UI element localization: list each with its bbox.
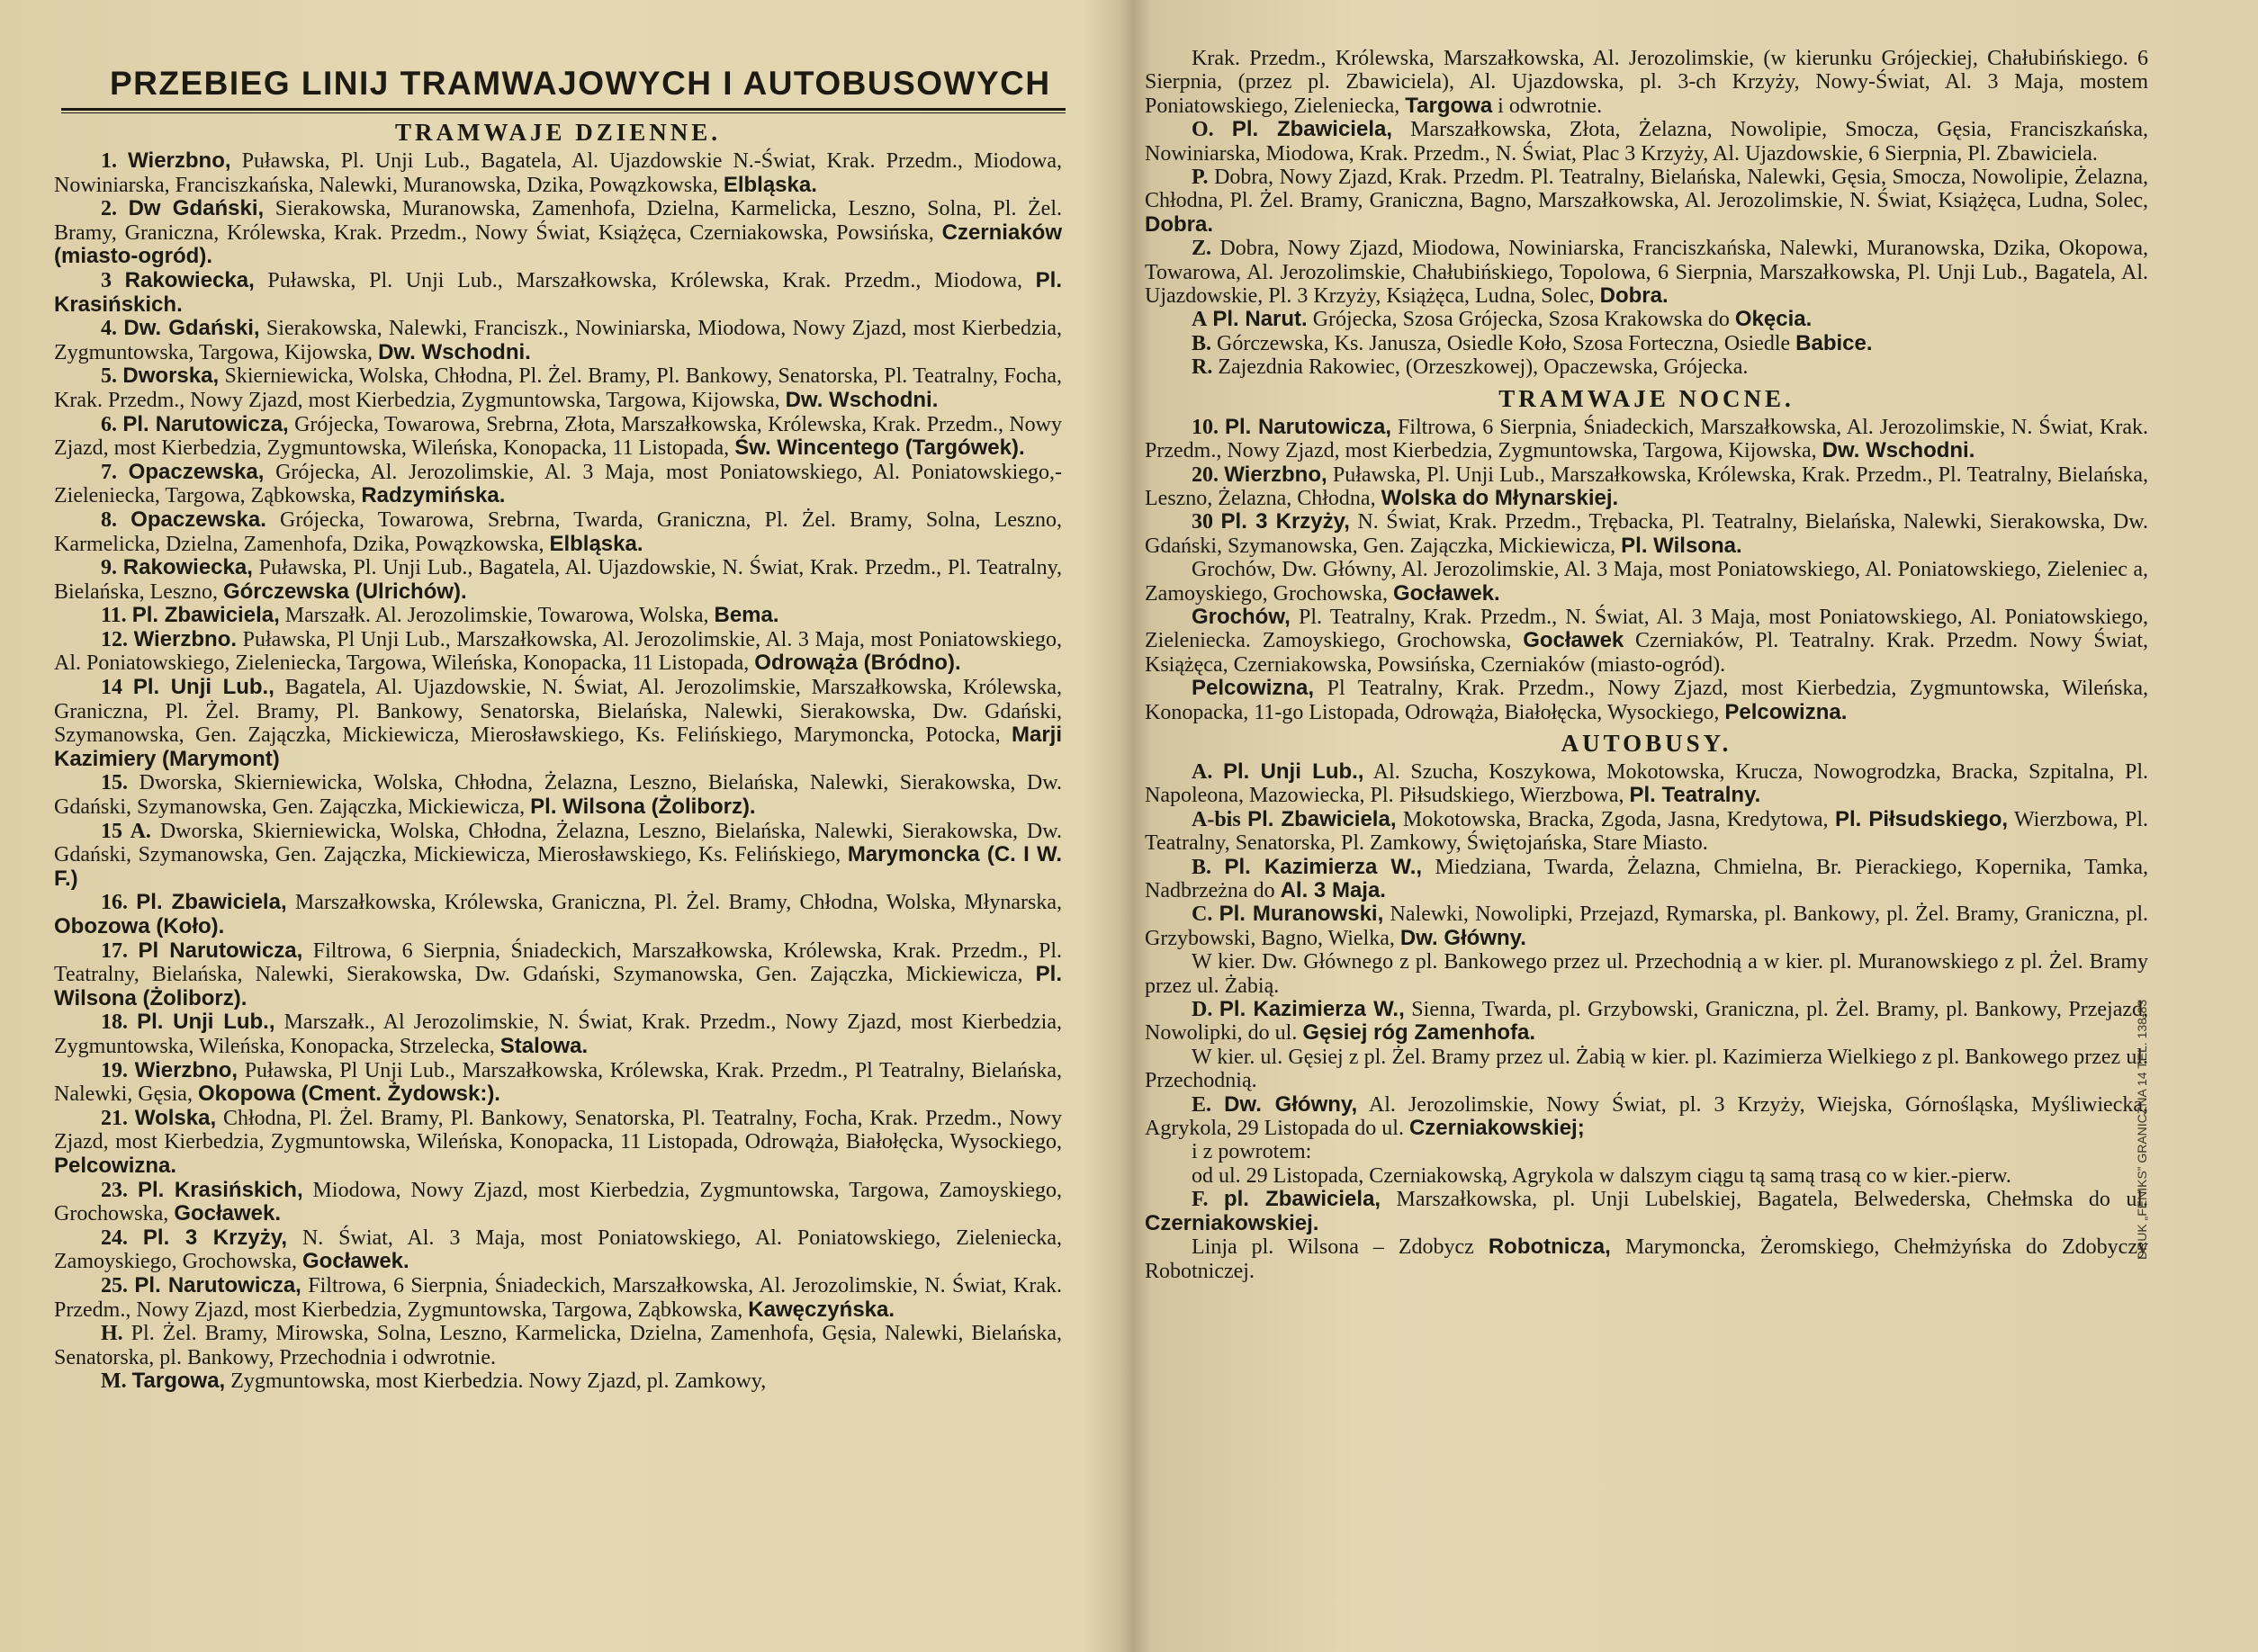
route-head: Rakowiecka, bbox=[122, 555, 253, 580]
route-text: Puławska, Pl. Unji Lub., Bagatela, Al. Ujazdowskie, N. Świat, Krak. Przedm., Pl. Teatralny, Bielańska, Leszno, bbox=[54, 556, 1063, 604]
route-num: 24. bbox=[101, 1226, 128, 1250]
route-entry bbox=[54, 1010, 1062, 1058]
route-num: 4. bbox=[101, 317, 117, 341]
route-num: D. bbox=[1192, 998, 1213, 1022]
route-num: 20. bbox=[1192, 462, 1219, 487]
route-entry bbox=[1145, 1164, 2148, 1188]
route-num: 12. bbox=[101, 627, 128, 651]
route-entry bbox=[54, 197, 1062, 269]
route-head: Pl. Narutowicza, bbox=[122, 411, 289, 436]
route-text: Dworska, Skierniewicka, Wolska, Chłodna, Żelazna, Leszno, Bielańska, Nalewki, Sierakowska, Dw. Gdański, Szymanowska, Gen. Zajączka, Mickiewicza, bbox=[54, 771, 1062, 820]
route-tail: Kawęczyńska. bbox=[748, 1297, 895, 1322]
route-num: P. bbox=[1192, 166, 1209, 190]
route-head: Dw. Gdański, bbox=[123, 316, 260, 341]
route-entry bbox=[54, 1179, 1062, 1226]
route-num: 17. bbox=[101, 938, 128, 963]
route-tail: Robotnicza, bbox=[1488, 1235, 1611, 1260]
route-tail: Marji Kazimiery (Marymont) bbox=[54, 723, 1062, 771]
route-text: N. Świat, Al. 3 Maja, most Poniatowskiego, Al. Poniatowskiego, Zieleniecka, Zamoyskiego, Grochowska, bbox=[54, 1226, 1063, 1274]
route-text: Marszałkowska, Złota, Żelazna, Nowolipie, Smocza, Gęsia, Franciszkańska, Nowiniarska, Miodowa, Krak. Przedm., N. Świat, Plac 3 Krzyży, Al. Ujazdowskie, 6 Sierpnia, Pl. Zbawiciela. bbox=[1145, 118, 2149, 166]
route-tail: Pl. Wilsona. bbox=[1621, 533, 1742, 558]
route-entry bbox=[54, 1369, 1062, 1394]
route-text: Pl. Teatralny, Krak. Przedm., N. Świat, Al. 3 Maja, most Poniatowskiego, Al. Poniatowskiego, Zieleniecka. Zamoyskiego, Grochowska, bbox=[1145, 605, 2148, 653]
route-text: Marszałk., Al Jerozolimskie, N. Świat, Krak. Przedm., Nowy Zjazd, most Kierbedzia, Zygmuntowska, Wileńska, Konopacka, Strzelecka, bbox=[54, 1010, 1062, 1058]
route-tail: Dw. Wschodni. bbox=[785, 387, 939, 412]
route-tail: Czerniakowskiej. bbox=[1145, 1210, 1319, 1235]
route-head: Wierzbno, bbox=[128, 148, 231, 173]
route-entry bbox=[1145, 856, 2148, 903]
route-entry bbox=[54, 628, 1062, 676]
route-text: Skierniewicka, Wolska, Chłodna, Pl. Żel. Bramy, Pl. Bankowy, Senatorska, Pl. Teatralny, Focha, Krak. Przedm., Nowy Zjazd, most Kierbedzia, Zygmuntowska, Targowa, Kijowska, bbox=[54, 364, 1062, 412]
route-entry bbox=[1145, 166, 2148, 237]
route-num: 3 bbox=[101, 268, 112, 292]
route-tail: Okęcia. bbox=[1734, 307, 1813, 332]
route-entry bbox=[54, 676, 1062, 771]
section-day-trams: TRAMWAJE DZIENNE. bbox=[394, 119, 722, 146]
route-text: Sierakowska, Muranowska, Zamenhofa, Dzielna, Karmelicka, Leszno, Solna, Pl. Żel. Bramy, Graniczna, Królewska, Krak. Przedm., Nowy Świat, Książęca, Czerniakowska, Powsińska, bbox=[54, 197, 1062, 245]
route-tail: Al. 3 Maja. bbox=[1280, 878, 1386, 902]
route-entry bbox=[1145, 308, 2148, 331]
route-tail: Dobra. bbox=[1145, 211, 1214, 237]
route-head: Pl. Muranowski, bbox=[1219, 902, 1384, 927]
route-tail: Elbląska. bbox=[549, 531, 643, 556]
route-text: Mokotowska, Bracka, Zgoda, Jasna, Kredytowa, bbox=[1396, 807, 1835, 831]
route-text: Nalewki, Nowolipki, Przejazd, Rymarska, pl. Bankowy, pl. Żel. Bramy, Graniczna, pl. Grzybowski, Bagno, Wielka, bbox=[1145, 902, 2149, 950]
route-entry bbox=[1145, 416, 2148, 463]
route-tail: Babice. bbox=[1795, 330, 1873, 355]
route-num: 19. bbox=[101, 1058, 128, 1082]
route-head: Dworska, bbox=[122, 364, 220, 389]
route-head: pl. Zbawiciela, bbox=[1223, 1187, 1381, 1212]
route-tail: Gocławek. bbox=[301, 1249, 409, 1274]
route-num: 16. bbox=[101, 891, 128, 915]
route-text: Grójecka, Towarowa, Srebrna, Twarda, Graniczna, Pl. Żel. Bramy, Solna, Leszno, Karmelicka, Dzielna, Zamenhofa, Dzika, Powązkowska, bbox=[54, 507, 1063, 556]
route-entry bbox=[54, 461, 1062, 508]
route-num: H. bbox=[101, 1322, 123, 1346]
route-text: Al. Szucha, Koszykowa, Mokotowska, Krucza, Nowogrodzka, Bracka, Szpitalna, Pl. Napoleona, Mazowiecka, Pl. Piłsudskiego, Wierzbowa, bbox=[1145, 759, 2149, 808]
route-text: Dworska, Skierniewicka, Wolska, Chłodna, Żelazna, Leszno, Bielańska, Nalewki, Sierakowska, Dw. Gdański, Szymanowska, Gen. Zajączka, Mickiewicza, Mierosławskiego, Ks. Felińskiego, bbox=[54, 819, 1063, 867]
route-text: Górczewska, Ks. Janusza, Osiedle Koło, Szosa Forteczna, Osiedle bbox=[1217, 331, 1796, 355]
route-text: Bagatela, Al. Ujazdowskie, N. Świat, Al. Jerozolimskie, Marszałkowska, Królewska, Graniczna, Pl. Żel. Bramy, Pl. Bankowy, Senatorska, Bielańska, Nalewki, Sierakowska, Dw. Gdański, Szymanowska, Gen. Zajączka, Mickiewicza, Mierosławskiego, Ks. Felińskiego, Marymoncka, Potocka, bbox=[54, 676, 1063, 748]
route-entry bbox=[54, 269, 1062, 317]
route-text: Pl Teatralny, Krak. Przedm., Nowy Zjazd, most Kierbedzia, Zygmuntowska, Wileńska, Konopacka, 11-go Listopada, Odrowąża, Białołęcka, Wysockiego, bbox=[1145, 677, 2148, 724]
route-tail: Czerniaków (miasto-ogród). bbox=[54, 220, 1062, 269]
route-tail: Bema. bbox=[714, 603, 779, 628]
route-tail: Marymoncka (C. I W. F.) bbox=[54, 842, 1063, 891]
title-rule bbox=[61, 108, 1066, 113]
route-tail: Stalowa. bbox=[499, 1033, 589, 1058]
route-num: 14 bbox=[101, 676, 122, 700]
route-text: Al. Jerozolimskie, Nowy Świat, pl. 3 Krzyży, Wiejska, Górnośląska, Myśliwiecka, Agrykola, 29 Listopada do ul. bbox=[1145, 1092, 2149, 1141]
page-title: PRZEBIEG LINIJ TRAMWAJOWYCH I AUTOBUSOWYCH bbox=[110, 65, 1051, 102]
section-buses: AUTOBUSY. bbox=[1561, 729, 1732, 757]
route-head: Pl. 3 Krzyży, bbox=[142, 1225, 288, 1250]
route-tail: Pl. Piłsudskiego, bbox=[1834, 806, 2009, 831]
route-num: A bbox=[1192, 308, 1208, 332]
route-num: 9. bbox=[101, 556, 117, 580]
route-entry bbox=[54, 413, 1062, 461]
route-head: Pl. Zbawiciela, bbox=[136, 890, 287, 915]
route-tail: Gocławek. bbox=[1392, 580, 1500, 606]
route-text: N. Świat, Krak. Przedm., Trębacka, Pl. Teatralny, Bielańska, Nalewki, Sierakowska, Dw. Gdański, Szymanowska, Gen. Zajączka, Mickiewicza, bbox=[1145, 510, 2149, 558]
route-num: Z. bbox=[1192, 237, 1212, 261]
route-text: Sienna, Twarda, pl. Grzybowski, Graniczna, pl. Żel. Bramy, pl. Bankowy, Przejazd, Nowolipki, do ul. bbox=[1145, 998, 2149, 1046]
day-tram-list-continued bbox=[1145, 47, 2148, 380]
route-num: 6. bbox=[101, 412, 117, 436]
route-tail: Elbląska. bbox=[723, 172, 817, 197]
route-text: Linja pl. Wilsona – Zdobycz bbox=[1192, 1235, 1489, 1260]
route-head: Grochów, bbox=[1192, 604, 1291, 629]
route-entry bbox=[1145, 237, 2148, 308]
route-entry bbox=[54, 1107, 1062, 1179]
route-text: Marszałkowska, Królewska, Graniczna, Pl. Żel. Bramy, Chłodna, Wolska, Młynarska, bbox=[286, 891, 1062, 915]
route-text: Zygmuntowska, most Kierbedzia. Nowy Zjazd, pl. Zamkowy, bbox=[225, 1369, 767, 1394]
route-text: Grochów, Dw. Główny, Al. Jerozolimskie, Al. 3 Maja, most Poniatowskiego, Al. Poniatowskiego, Zieleniec a, Zamoyskiego, Grochowska, bbox=[1145, 558, 2148, 606]
route-num: 10. bbox=[1192, 415, 1219, 439]
route-text: Grójecka, Towarowa, Srebrna, Złota, Marszałkowska, Królewska, Krak. Przedm., Nowy Zjazd, most Kierbedzia, Zygmuntowska, Wileńska, Konopacka, 11 Listopada, bbox=[54, 412, 1063, 461]
route-text: Chłodna, Pl. Żel. Bramy, Pl. Bankowy, Senatorska, Pl. Teatralny, Focha, Krak. Przedm., Nowy Zjazd, most Kierbedzia, Zygmuntowska, Wileńska, Konopacka, 11 Listopada, Odrowąża, Białołęcka, Wysockiego, bbox=[54, 1106, 1062, 1154]
route-tail: Dw. Wschodni. bbox=[1822, 438, 1975, 463]
route-text: Dobra, Nowy Zjazd, Krak. Przedm. Pl. Teatralny, Bielańska, Nalewki, Gęsia, Smocza, Nowolipie, Żelazna, Chłodna, Pl. Żel. Bramy, Graniczna, Bagno, Marszałkowska, Al. Jerozolimskie, N. Świat, Książęca, Ludna, Solec, bbox=[1145, 166, 2148, 213]
route-entry bbox=[1145, 332, 2148, 355]
route-head: Pl. Unji Lub., bbox=[1222, 759, 1364, 784]
route-entry bbox=[1145, 760, 2148, 808]
route-head: Pl. Unji Lub., bbox=[137, 1010, 275, 1035]
route-tail: Odrowąża (Bródno). bbox=[754, 651, 961, 676]
right-page bbox=[1145, 0, 2148, 1652]
route-after: i odwrotnie. bbox=[1492, 94, 1603, 118]
route-entry bbox=[54, 1226, 1062, 1274]
bus-list bbox=[1145, 760, 2148, 1283]
route-num: 25. bbox=[101, 1273, 128, 1297]
route-head: Wierzbno, bbox=[1224, 462, 1327, 487]
route-entry bbox=[1145, 606, 2148, 677]
route-tail: Pl. Teatralny. bbox=[1629, 783, 1761, 808]
route-entry bbox=[54, 317, 1062, 364]
route-head: Opaczewska, bbox=[128, 459, 265, 484]
route-text: Dobra, Nowy Zjazd, Miodowa, Nowiniarska, Franciszkańska, Nalewki, Muranowska, Dzika, Okopowa, Towarowa, Al. Jerozolimskie, Chałubińskiego, Topolowa, 6 Sierpnia, Marszałkowska, Pl. Unji Lub., Bagatela, Al. Ujazdowskie, Pl. 3 Krzyży, Książęca, Ludna, Solec, bbox=[1145, 237, 2148, 309]
route-tail: Wolska do Młynarskiej. bbox=[1381, 485, 1619, 510]
route-head: Pl. Kazimierza W., bbox=[1219, 997, 1405, 1022]
route-num: C. bbox=[1192, 902, 1213, 927]
route-num: 23. bbox=[101, 1178, 128, 1202]
route-tail: Pelcowizna. bbox=[1724, 699, 1848, 724]
route-head: Pl. Narutowicza, bbox=[134, 1272, 301, 1297]
route-num: M. bbox=[101, 1369, 127, 1394]
route-text: Pl. Żel. Bramy, Mirowska, Solna, Leszno, Karmelicka, Dzielna, Zamenhofa, Gęsia, Nalewki, Bielańska, Senatorska, pl. Bankowy, Przechodnia i odwrotnie. bbox=[54, 1322, 1063, 1369]
route-head: Opaczewska. bbox=[130, 507, 266, 532]
route-tail: Obozowa (Koło). bbox=[54, 914, 225, 938]
route-text: Grójecka, Al. Jerozolimskie, Al. 3 Maja, most Poniatowskiego, Al. Poniatowskiego,-Zieleniecka, Targowa, Ząbkowska, bbox=[54, 460, 1062, 508]
route-entry bbox=[1145, 118, 2148, 166]
route-num: B. bbox=[1192, 855, 1212, 879]
route-entry bbox=[1145, 355, 2148, 379]
route-head: Pl. Unji Lub., bbox=[132, 675, 274, 700]
route-text: Filtrowa, 6 Sierpnia, Śniadeckich, Marszałkowska, Al. Jerozolimskie, N. Świat, Krak. Przedm., Nowy Zjazd, most Kierbedzia, Zygmuntowska, Targowa, Kijowska, bbox=[1145, 415, 2148, 463]
route-num: 5. bbox=[101, 364, 117, 389]
route-entry bbox=[54, 556, 1062, 604]
day-tram-list bbox=[54, 149, 1062, 1394]
route-tail: Radzymińska. bbox=[361, 483, 506, 508]
route-entry bbox=[1145, 463, 2148, 511]
route-entry bbox=[1145, 1188, 2148, 1235]
route-head: Pelcowizna, bbox=[1192, 676, 1315, 701]
route-num: E. bbox=[1192, 1092, 1212, 1117]
route-num: 21. bbox=[101, 1106, 128, 1130]
route-text: Krak. Przedm., Królewska, Marszałkowska, Al. Jerozolimskie, (w kierunku Grójeckiej, Chałubińskiego. 6 Sierpnia, (przez pl. Zbawiciela), Al. Ujazdowska, pl. 3-ch Krzyży, Nowy-Świat, Al. 3 Maja, mostem Poniatowskiego, Zieleniecka, bbox=[1145, 47, 2148, 118]
route-entry bbox=[1145, 558, 2148, 606]
route-tail: Pl. Wilsona (Żoliborz). bbox=[54, 962, 1062, 1010]
route-head: Rakowiecka, bbox=[124, 267, 255, 292]
route-num: 18. bbox=[101, 1010, 128, 1035]
route-num: 11. bbox=[101, 604, 127, 628]
route-head: Pl. Narut. bbox=[1212, 307, 1308, 332]
route-entry bbox=[54, 604, 1062, 628]
route-num: F. bbox=[1192, 1188, 1209, 1212]
route-tail: Pl. Wilsona (Żoliborz). bbox=[530, 795, 756, 820]
route-text: i z powrotem: bbox=[1192, 1140, 1312, 1164]
route-tail: Dw. Główny. bbox=[1399, 925, 1526, 950]
route-head: Targowa, bbox=[131, 1369, 226, 1394]
route-text: Puławska, Pl. Unji Lub., Marszałkowska, Królewska, Krak. Przedm., Pl. Teatralny, Bielańska, Leszno, Żelazna, Chłodna, bbox=[1145, 462, 2148, 510]
route-entry bbox=[54, 1322, 1062, 1369]
route-tail: Gęsiej róg Zamenhofa. bbox=[1302, 1020, 1536, 1046]
route-entry bbox=[1145, 950, 2148, 998]
route-entry bbox=[54, 508, 1062, 556]
route-num: 30 bbox=[1192, 510, 1213, 534]
route-head: Pl. Zbawiciela, bbox=[131, 603, 280, 628]
route-num: 1. bbox=[101, 149, 117, 173]
route-entry bbox=[54, 149, 1062, 197]
route-tail: Targowa bbox=[1405, 93, 1493, 118]
route-text: Filtrowa, 6 Sierpnia, Śniadeckich, Marszałkowska, Królewska, Krak. Przedm., Pl. Teatralny, Bielańska, Nalewki, Sierakowska, Dw. Gdański, Szymanowska, Gen. Zajączka, Mickiewicza, bbox=[54, 938, 1063, 987]
route-text: Puławska, Pl. Unji Lub., Bagatela, Al. Ujazdowskie N.-Świat, Krak. Przedm., Miodowa, Nowiniarska, Franciszkańska, Nalewki, Muranowska, Dzika, Powązkowska, bbox=[54, 149, 1062, 197]
route-tail: Górczewska (Ulrichów). bbox=[222, 579, 467, 604]
route-entry bbox=[1145, 1093, 2148, 1141]
route-text: Sierakowska, Nalewki, Franciszk., Nowiniarska, Miodowa, Nowy Zjazd, most Kierbedzia, Zygmuntowska, Targowa, Kijowska, bbox=[54, 317, 1063, 364]
route-text: Puławska, Pl Unji Lub., Marszałkowska, Królewska, Krak. Przedm., Pl Teatralny, Bielańska, Nalewki, Gęsia, bbox=[54, 1058, 1063, 1107]
route-entry bbox=[54, 364, 1062, 412]
route-entry bbox=[1145, 998, 2148, 1046]
route-text: Puławska, Pl. Unji Lub., Marszałkowska, Królewska, Krak. Przedm., Miodowa, bbox=[254, 268, 1036, 292]
route-num: O. bbox=[1192, 118, 1214, 142]
route-tail: Gocławek. bbox=[174, 1201, 282, 1226]
printer-imprint: DRUK „FENIKS” GRANICZNA 14 TEL. 138-83 bbox=[2135, 999, 2149, 1260]
route-entry bbox=[54, 771, 1062, 819]
route-num: 2. bbox=[101, 197, 117, 221]
route-head: Pl. Krasińskich, bbox=[137, 1177, 303, 1202]
route-num: 15. bbox=[101, 771, 128, 795]
route-head: Pl Narutowicza, bbox=[138, 938, 303, 963]
route-text: Marszałk. Al. Jerozolimskie, Towarowa, Wolska, bbox=[279, 604, 715, 628]
route-text: Zajezdnia Rakowiec, (Orzeszkowej), Opaczewska, Grójecka. bbox=[1218, 355, 1749, 380]
route-tail: Pelcowizna. bbox=[54, 1153, 177, 1178]
route-tail: Dobra. bbox=[1599, 283, 1669, 309]
route-head: Pl. Narutowicza, bbox=[1224, 414, 1392, 439]
route-entry bbox=[1145, 677, 2148, 724]
route-after: Marymoncka, Żeromskiego, Chełmżyńska do Zdobyczy Robotniczej. bbox=[1145, 1235, 2148, 1283]
route-num: A-bis bbox=[1192, 807, 1241, 831]
route-entry bbox=[54, 891, 1062, 938]
section-night-trams: TRAMWAJE NOCNE. bbox=[1498, 384, 1795, 412]
route-entry bbox=[54, 939, 1062, 1011]
route-entry bbox=[1145, 1235, 2148, 1283]
route-num: 15 A. bbox=[101, 819, 151, 843]
route-text: W kier. ul. Gęsiej z pl. Żel. Bramy przez ul. Żabią w kier. pl. Kazimierza Wielkiego z pl. Bankowego przez ul. Przechodnią. bbox=[1145, 1045, 2148, 1093]
route-head: Wierzbno, bbox=[134, 1057, 238, 1082]
route-head: Pl. Kazimierza W., bbox=[1224, 854, 1423, 879]
route-entry bbox=[54, 1059, 1062, 1107]
route-tail: Czerniakowskiej; bbox=[1408, 1116, 1585, 1141]
route-entry bbox=[54, 820, 1062, 892]
route-head: Pl. 3 Krzyży, bbox=[1220, 509, 1350, 534]
route-num: B. bbox=[1192, 331, 1212, 355]
route-entry bbox=[1145, 510, 2148, 558]
night-tram-list bbox=[1145, 416, 2148, 724]
route-num: A. bbox=[1192, 759, 1213, 784]
route-num: R. bbox=[1192, 355, 1213, 380]
route-entry bbox=[1145, 1140, 2148, 1163]
route-text: od ul. 29 Listopada, Czerniakowską, Agrykola w dalszym ciągu tą samą trasą co w kier.-pierw. bbox=[1192, 1163, 2011, 1188]
route-head: Pl. Zbawiciela, bbox=[1247, 806, 1397, 831]
route-text: Grójecka, Szosa Grójecka, Szosa Krakowska do bbox=[1307, 308, 1735, 332]
route-text: Miodowa, Nowy Zjazd, most Kierbedzia, Zygmuntowska, Targowa, Zamoyskiego, Grochowska, bbox=[54, 1178, 1063, 1226]
route-entry bbox=[54, 1274, 1062, 1322]
route-text: Filtrowa, 6 Sierpnia, Śniadeckich, Marszałkowska, Al. Jerozolimskie, N. Świat, Krak. Przedm., Nowy Zjazd, most Kierbedzia, Zygmuntowska, Targowa, Ząbkowska, bbox=[54, 1273, 1063, 1322]
route-head: Dw Gdański, bbox=[128, 196, 265, 221]
route-after: Czerniaków, Pl. Teatralny. Krak. Przedm. Nowy Świat, Książęca, Czerniakowska, Powsińska, Czerniaków (miasto-ogród). bbox=[1145, 629, 2149, 677]
route-text: Miedziana, Twarda, Żelazna, Chmielna, Br. Pierackiego, Kopernika, Tamka, Nadbrzeżna do bbox=[1145, 855, 2149, 902]
route-entry bbox=[1145, 47, 2148, 118]
left-page bbox=[54, 0, 1062, 1652]
route-tail: Św. Wincentego (Targówek). bbox=[734, 435, 1025, 461]
route-entry bbox=[1145, 1046, 2148, 1093]
route-entry bbox=[1145, 902, 2148, 950]
route-text: W kier. Dw. Głównego z pl. Bankowego przez ul. Przechodnią a w kier. pl. Muranowskiego z pl. Żel. Bramy przez ul. Żabią. bbox=[1145, 950, 2148, 998]
route-tail: Okopowa (Cment. Żydowsk:). bbox=[197, 1082, 500, 1107]
route-num: 8. bbox=[101, 507, 117, 532]
route-tail: Dw. Wschodni. bbox=[378, 339, 531, 364]
route-tail: Gocławek bbox=[1523, 628, 1624, 653]
route-head: Wierzbno. bbox=[133, 626, 238, 651]
route-entry bbox=[1145, 808, 2148, 856]
route-head: Pl. Zbawiciela, bbox=[1231, 117, 1393, 142]
route-head: Wolska, bbox=[134, 1105, 217, 1130]
route-head: Dw. Główny, bbox=[1224, 1091, 1358, 1117]
route-text: Marszałkowska, pl. Unji Lubelskiej, Bagatela, Belwederska, Chełmska do ul. bbox=[1381, 1188, 2148, 1212]
route-after: Wierzbowa, Pl. Teatralny, Senatorska, Pl. Zamkowy, Świętojańska, Stare Miasto. bbox=[1145, 807, 2148, 856]
route-text: Puławska, Pl Unji Lub., Marszałkowska, Al. Jerozolimskie, Al. 3 Maja, most Poniatowskiego, Al. Poniatowskiego, Zieleniecka, Targowa, Wileńska, Konopacka, 11 Listopada, bbox=[54, 627, 1062, 676]
route-tail: Pl. Krasińskich. bbox=[54, 267, 1062, 317]
route-num: 7. bbox=[101, 460, 117, 484]
